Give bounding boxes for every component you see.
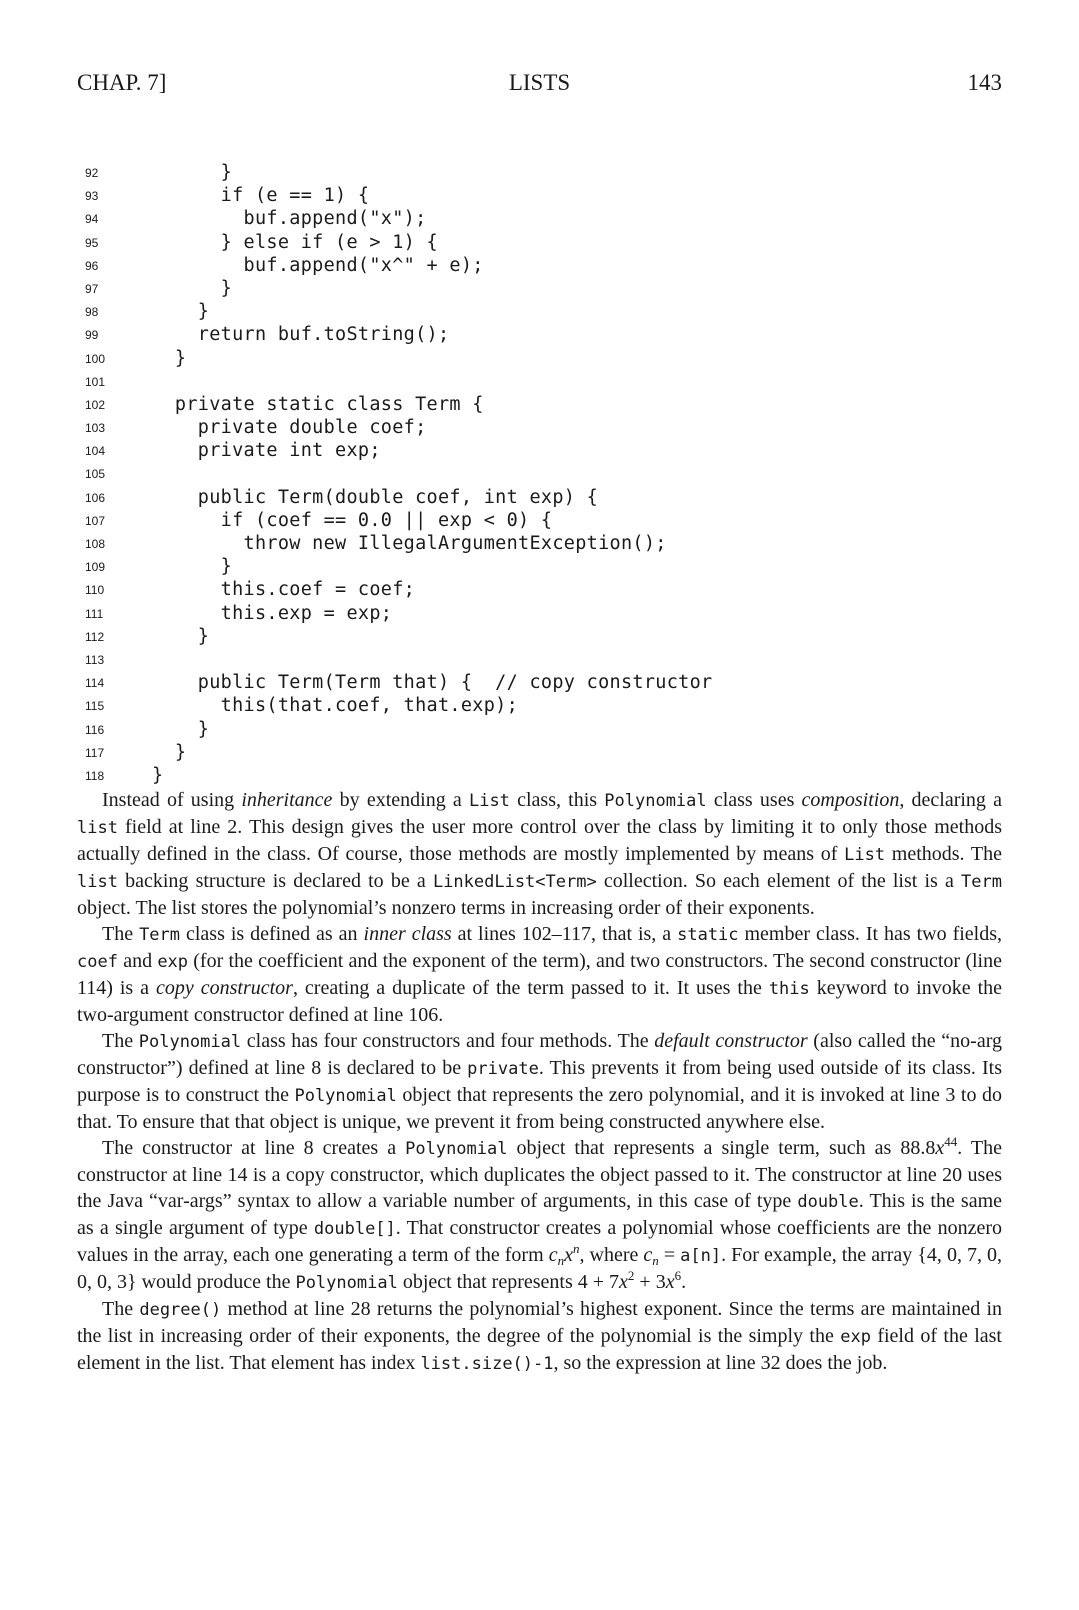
code-text: this.exp = exp; — [152, 602, 393, 624]
code-line — [0, 161, 1079, 184]
code-line — [0, 532, 1079, 555]
code-text: } else if (e > 1) { — [152, 231, 438, 253]
line-number: 102 — [85, 397, 106, 412]
line-number: 114 — [85, 676, 105, 691]
line-number: 118 — [85, 768, 105, 783]
code-line — [0, 300, 1079, 323]
paragraph-constructors: The constructor at line 8 creates a Polynomial object that represents a single term, such as $88.8x^{44}$. The constructor at line 14 is a copy constructor, which duplicates the object passed to it. The constructor at line 20 uses the Java “var-args” syntax to allow a variable number of arguments, in this case of type double. This is the same as a single argument of type double[]. That constructor creates a polynomial whose coefficients are the nonzero values in the array, each one generating a term of the form $c_nx^n$, where $c_n = a[n]$. For example, the array {4, 0, 7, 0, 0, 0, 3} would produce the Polynomial object that represents $4 + 7x^2 + 3x^6$. — [77, 1134, 1003, 1293]
code-line — [0, 509, 1079, 532]
code-line — [0, 486, 1079, 509]
line-number: 107 — [85, 513, 106, 528]
code-text: } — [152, 741, 187, 763]
code-text: } — [152, 625, 210, 647]
code-line — [0, 416, 1079, 439]
code-line — [0, 462, 1079, 485]
code-line — [0, 231, 1079, 254]
code-line — [0, 207, 1079, 230]
line-number: 94 — [85, 212, 99, 227]
line-number: 105 — [85, 467, 106, 482]
line-number: 117 — [85, 745, 105, 760]
running-header — [77, 70, 1002, 102]
code-line — [0, 578, 1079, 601]
chapter-label: CHAP. 7] — [77, 70, 167, 95]
paragraph-composition: Instead of using inheritance by extending a List class, this Polynomial class uses composition, declaring a list field at line 2. This design gives the user more control over the class by limiting it to only those methods actually defined in the class. Of course, those methods are mostly implemented by means of List methods. The list backing structure is declared to be a LinkedList<Term> collection. So each element of the list is a Term object. The list stores the polynomial’s nonzero terms in increasing order of their exponents. — [77, 789, 1002, 919]
code-line — [0, 718, 1079, 741]
code-line — [0, 347, 1079, 370]
code-line — [0, 254, 1079, 277]
line-number: 113 — [85, 652, 105, 667]
line-number: 100 — [85, 351, 106, 366]
code-text: this(that.coef, that.exp); — [152, 695, 519, 717]
line-number: 98 — [85, 305, 99, 320]
line-number: 93 — [85, 189, 99, 204]
code-line — [0, 277, 1079, 300]
line-number: 101 — [85, 374, 106, 389]
page-number: 143 — [967, 70, 1002, 95]
paragraph-term-class: The Term class is defined as an inner class at lines 102–117, that is, a static member class. It has two fields, coef and exp (for the coefficient and the exponent of the term), and two constructors. The second constructor (line 114) is a copy constructor, creating a duplicate of the term passed to it. It uses the this keyword to invoke the two-argument constructor defined at line 106. — [77, 923, 1003, 1026]
line-number: 103 — [85, 421, 106, 436]
line-number: 110 — [85, 583, 105, 598]
code-text: this.coef = coef; — [152, 579, 416, 601]
code-line — [0, 439, 1079, 462]
line-number: 99 — [85, 328, 99, 343]
code-text: } — [152, 556, 233, 578]
line-number: 95 — [85, 235, 99, 250]
code-text: } — [152, 277, 233, 299]
code-text: buf.append("x"); — [152, 208, 427, 230]
code-line — [0, 625, 1079, 648]
code-text: return buf.toString(); — [152, 324, 450, 346]
line-number: 112 — [85, 629, 105, 644]
code-line — [0, 648, 1079, 671]
code-text: } — [152, 764, 164, 786]
code-line — [0, 555, 1079, 578]
line-number: 109 — [85, 560, 106, 575]
code-text: private static class Term { — [152, 393, 484, 415]
code-line — [0, 671, 1079, 694]
code-line — [0, 370, 1079, 393]
code-text: public Term(double coef, int exp) { — [152, 486, 599, 508]
code-text: throw new IllegalArgumentException(); — [152, 533, 667, 554]
code-line — [0, 741, 1079, 764]
code-listing — [0, 161, 1079, 787]
code-text: if (coef == 0.0 || exp < 0) { — [152, 509, 553, 531]
line-number: 97 — [85, 281, 99, 296]
line-number: 115 — [85, 699, 105, 714]
paragraph-default-constructor: The Polynomial class has four constructors and four methods. The default constructor (also called the “no-arg constructor”) defined at line 8 is declared to be private. This prevents it from being used outside of its class. Its purpose is to construct the Polynomial object that represents the zero polynomial, and it is invoked at line 3 to do that. To ensure that that object is unique, we prevent it from being constructed anywhere else. — [77, 1030, 1003, 1133]
code-text: } — [152, 718, 210, 740]
section-title: LISTS — [508, 70, 571, 95]
line-number: 108 — [85, 537, 106, 551]
code-line — [0, 184, 1079, 207]
code-text: } — [152, 162, 233, 183]
code-text: public Term(Term that) { // copy constructor — [152, 672, 713, 694]
code-text: private double coef; — [152, 417, 427, 439]
body-text — [77, 787, 1002, 1377]
line-number: 116 — [85, 722, 105, 737]
code-line — [0, 764, 1079, 787]
code-line — [0, 323, 1079, 346]
line-number: 104 — [85, 444, 106, 459]
code-text: } — [152, 347, 187, 369]
line-number: 92 — [85, 166, 99, 180]
line-number: 111 — [85, 606, 104, 621]
code-text: } — [152, 301, 210, 323]
code-line — [0, 694, 1079, 717]
code-text: buf.append("x^" + e); — [152, 254, 484, 276]
code-text: if (e == 1) { — [152, 185, 370, 207]
code-text: private int exp; — [152, 440, 381, 462]
code-line — [0, 393, 1079, 416]
line-number: 106 — [85, 490, 106, 505]
paragraph-degree-method: The degree() method at line 28 returns the polynomial’s highest exponent. Since the terms are maintained in the list in increasing order of their exponents, the degree of the polynomial is the simply the exp field of the last element in the list. That element has index list.size()-1, so the expression at line 32 does the job. — [77, 1298, 1002, 1374]
line-number: 96 — [85, 258, 99, 273]
code-line — [0, 602, 1079, 625]
